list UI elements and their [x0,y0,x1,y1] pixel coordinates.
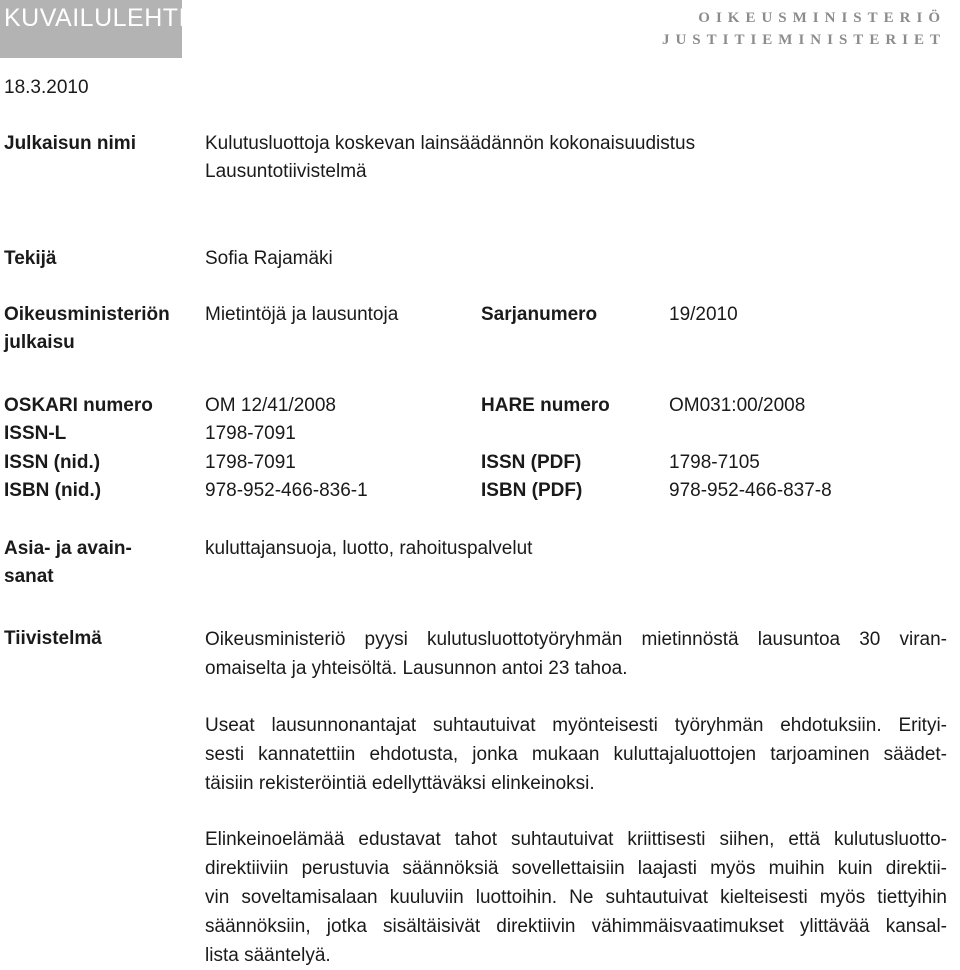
label-isbn-nid: ISBN (nid.) [4,480,102,501]
value-oskari-numero: OM 12/41/2008 [205,395,336,416]
value-julkaisu: Mietintöjä ja lausuntoja [205,304,399,325]
summary-p1-line1: Oikeusministeriö pyysi kulutusluottotyöryhmän mietinnöstä lausuntoa 30 viran- [205,629,947,650]
value-sarjanumero: 19/2010 [669,304,738,325]
summary-paragraph-1 [205,625,947,683]
label-julkaisu-line1: Oikeusministeriön [4,304,170,325]
label-asiasanat-line2: sanat [4,566,54,587]
value-issn-l: 1798-7091 [205,423,296,444]
label-isbn-pdf: ISBN (PDF) [481,480,583,501]
value-asiasanat: kuluttajansuoja, luotto, rahoituspalvelut [205,538,533,559]
document-date: 18.3.2010 [4,77,89,98]
label-julkaisu-line2: julkaisu [4,332,75,353]
document-type-banner [0,0,186,58]
summary-p3-line3: vin soveltamisalaan kuuluviin luottoihin. Ne suhtautuivat kielteisesti myös tiettyihin [205,887,947,908]
ministry-logo-swedish: JUSTITIEMINISTERIET [661,32,946,48]
value-julkaisun-nimi-line1: Kulutusluottoja koskevan lainsäädännön kokonaisuudistus [205,133,696,154]
summary-p2-line3: täisiin rekisteröintiä edellyttäväksi elinkeinoksi. [205,773,595,794]
value-isbn-pdf: 978-952-466-837-8 [669,480,832,501]
summary-p2-line1: Useat lausunnonantajat suhtautuivat myönteisesti työryhmän ehdotuksiin. Erityi- [205,715,947,736]
summary-p3-line5: lista sääntelyä. [205,945,331,966]
ministry-logo-finnish: OIKEUSMINISTERIÖ [698,10,946,26]
document-type-title: KUVAILULEHTI [4,4,186,32]
label-julkaisun-nimi: Julkaisun nimi [4,133,136,154]
value-isbn-nid: 978-952-466-836-1 [205,480,368,501]
summary-p1-line2: omaiselta ja yhteisöltä. Lausunnon antoi 23 tahoa. [205,658,628,679]
value-hare-numero: OM031:00/2008 [669,395,806,416]
label-asiasanat-line1: Asia- ja avain- [4,538,132,559]
summary-p3-line1: Elinkeinoelämää edustavat tahot suhtautuivat kriittisesti siihen, että kulutusluotto- [205,829,947,850]
label-sarjanumero: Sarjanumero [481,304,598,325]
label-issn-pdf: ISSN (PDF) [481,452,582,473]
label-oskari-numero: OSKARI numero [4,395,153,416]
value-issn-nid: 1798-7091 [205,452,296,473]
label-tiivistelma: Tiivistelmä [4,628,102,649]
summary-paragraph-3 [205,825,947,970]
summary-p3-line4: säännöksiin, jotka sisältäisivät direktiivin vähimmäisvaatimukset ylittävää kansal- [205,916,947,937]
summary-paragraph-2 [205,711,947,798]
label-issn-l: ISSN-L [4,423,67,444]
label-hare-numero: HARE numero [481,395,610,416]
summary-p3-line2: direktiiviin perustuvia säännöksiä sovellettaisiin laajasti myös muihin kuin direktii- [205,858,947,879]
value-tekija: Sofia Rajamäki [205,248,333,269]
value-julkaisun-nimi-line2: Lausuntotiivistelmä [205,161,367,182]
label-tekija: Tekijä [4,248,57,269]
value-issn-pdf: 1798-7105 [669,452,760,473]
summary-p2-line2: sesti kannatettiin ehdotusta, jonka mukaan kuluttajaluottojen tarjoaminen säädet- [205,744,947,765]
label-issn-nid: ISSN (nid.) [4,452,101,473]
